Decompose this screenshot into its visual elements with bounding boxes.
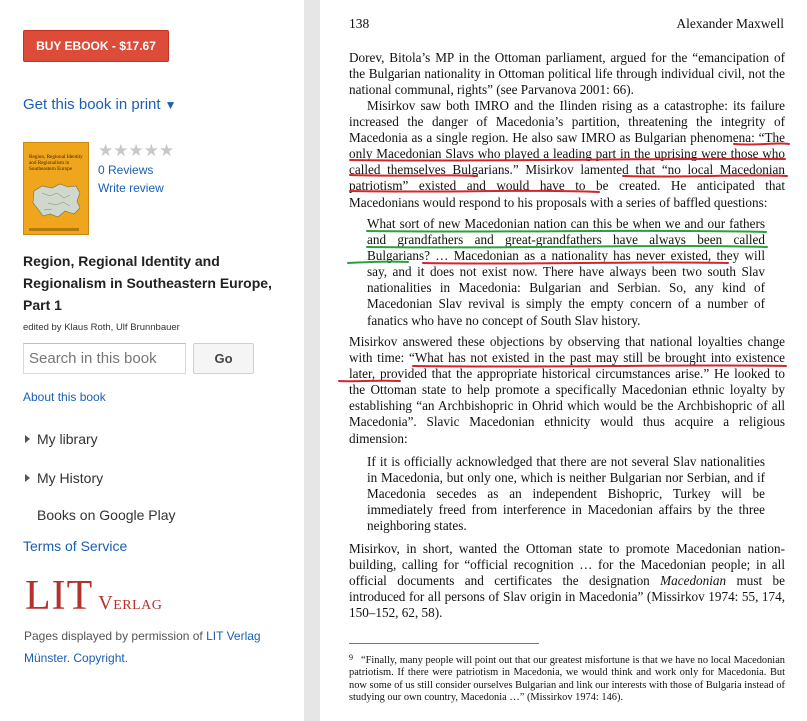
emphasis-text: Macedonian <box>660 573 727 589</box>
footnote-mark: 9 <box>349 653 353 662</box>
book-cover[interactable] <box>23 142 89 235</box>
footnote-rule <box>349 643 539 644</box>
books-on-google-play-link[interactable]: Books on Google Play <box>37 507 176 523</box>
permission-end: . <box>124 651 129 665</box>
publisher-logo[interactable] <box>25 572 162 618</box>
page-number: 138 <box>349 16 370 31</box>
terms-of-service-link[interactable]: Terms of Service <box>23 538 128 554</box>
permission-suffix: . <box>66 651 74 665</box>
permission-prefix: Pages displayed by permission of <box>24 629 207 643</box>
get-print-label: Get this book in print <box>23 96 161 113</box>
footnote <box>349 652 785 705</box>
rating-stars-icon[interactable]: ★★★★★ <box>98 141 175 160</box>
my-library-label: My library <box>37 431 98 447</box>
publisher-link[interactable]: LIT Verlag Münster <box>24 629 261 665</box>
block-quote: What sort of new Macedonian nation can this be when we and our fathers and grandfathers and great-grandfathers have always been called Bulgarians? … Macedonian as a nationality has never existed, they will say, and it does not exist now. There have always been two south Slav nationalities in Macedonia: Bulgarian and Serbian. So, any kind of Macedonian Slav revival is simply the empty concern of a number of fanatics who have no concept of South Slav history. <box>367 216 765 328</box>
paragraph: Dorev, Bitola’s MP in the Ottoman parliament, argued for the “emancipation of the Bulgarian nationality in Ottoman political life through individual civil, not the national communal, rights” (see Parvanova 2001: 66). <box>349 50 785 98</box>
cover-footer <box>29 228 79 231</box>
my-library-link[interactable] <box>25 431 98 447</box>
expand-triangle-icon <box>25 474 30 482</box>
cover-top-text <box>28 146 84 149</box>
paragraph: Misirkov saw both IMRO and the Ilinden rising as a catastrophe: its failure increased the danger of Macedonia’s partition, threatening the integrity of Macedonia as a single region. He also saw IMRO as Bulgarian phenomena: “The only Macedonian Slavs who played a leading part in the uprising were those who called themselves Bulgarians.” Misirkov lamented that “no local Macedonian patriotism” existed and would have to be created. He anticipated that Macedonians would respond to his proposals with a series of baffled questions: <box>349 98 785 210</box>
logo-lit-text: LIT <box>25 573 94 619</box>
write-review-link[interactable]: Write review <box>98 181 164 195</box>
search-in-book-input[interactable] <box>23 343 186 374</box>
block-quote: If it is officially acknowledged that there are not several Slav nationalities in Macedonia, but only one, which is neither Bulgarian nor Serbian, and if Macedonia secedes as an independent Bishopric, Turkey will be immediately freed from interference in Macedonian affairs by the three neighboring states. <box>367 454 765 534</box>
book-page <box>320 0 807 721</box>
caret-down-icon: ▼ <box>164 98 177 112</box>
logo-verlag-text: Verlag <box>98 592 163 614</box>
about-this-book-link[interactable]: About this book <box>23 390 106 404</box>
buy-ebook-button[interactable]: BUY EBOOK - $17.67 <box>23 30 169 62</box>
map-icon <box>30 181 84 221</box>
book-editors: edited by Klaus Roth, Ulf Brunnbauer <box>23 322 180 333</box>
my-history-link[interactable] <box>25 470 103 486</box>
copyright-link[interactable]: Copyright <box>73 651 125 665</box>
paragraph-text: Misirkov, in short, wanted the Ottoman state to promote Macedonian nation-building, calling for “official recognition … for the Macedonian people; in all official documents and certificates the designation <box>349 541 785 589</box>
paragraph: Misirkov answered these objections by observing that national loyalties change with time: “What has not existed in the past may still be brought into existence later, provided that the appropriate historical circumstances arise.” He looked to the Ottoman state to help promote a specifically Macedonian ethnic loyalty by establishing “an Archbishopric in Ohrid which would be the Archbishopric of all Macedonia”. Slavic Macedonian ethnicity would thus acquire a religious dimension: <box>349 334 785 446</box>
sidebar <box>0 0 304 721</box>
footnote-text: “Finally, many people will point out that our greatest misfortune is that we have no local Macedonian patriotism. If there were patriotism in Macedonia, we would think and work only for Macedonia. But now some of us still consider ourselves Bulgarian and link our interests with those of Bulgaria instead of studying our own country, Macedonia …” (Missirkov 1974: 146). <box>349 655 785 704</box>
reviews-link[interactable]: 0 Reviews <box>98 163 154 177</box>
expand-triangle-icon <box>25 435 30 443</box>
permission-text <box>24 625 286 669</box>
paragraph-text: must be introduced for all persons of Slav origin in Macedonia” (Missirkov 1974: 55, 174, 150–152, 62, 58). <box>349 573 785 621</box>
paragraph <box>349 541 785 621</box>
get-print-link[interactable] <box>23 96 176 113</box>
book-title: Region, Regional Identity and Regionalism in Southeastern Europe, Part 1 <box>23 253 272 313</box>
cover-title: Region, Regional Identity and Regionalism in Southeastern Europe <box>29 154 83 172</box>
my-history-label: My History <box>37 470 104 486</box>
running-head: Alexander Maxwell <box>676 16 784 31</box>
search-go-button[interactable]: Go <box>193 343 254 374</box>
page-gutter <box>304 0 320 721</box>
